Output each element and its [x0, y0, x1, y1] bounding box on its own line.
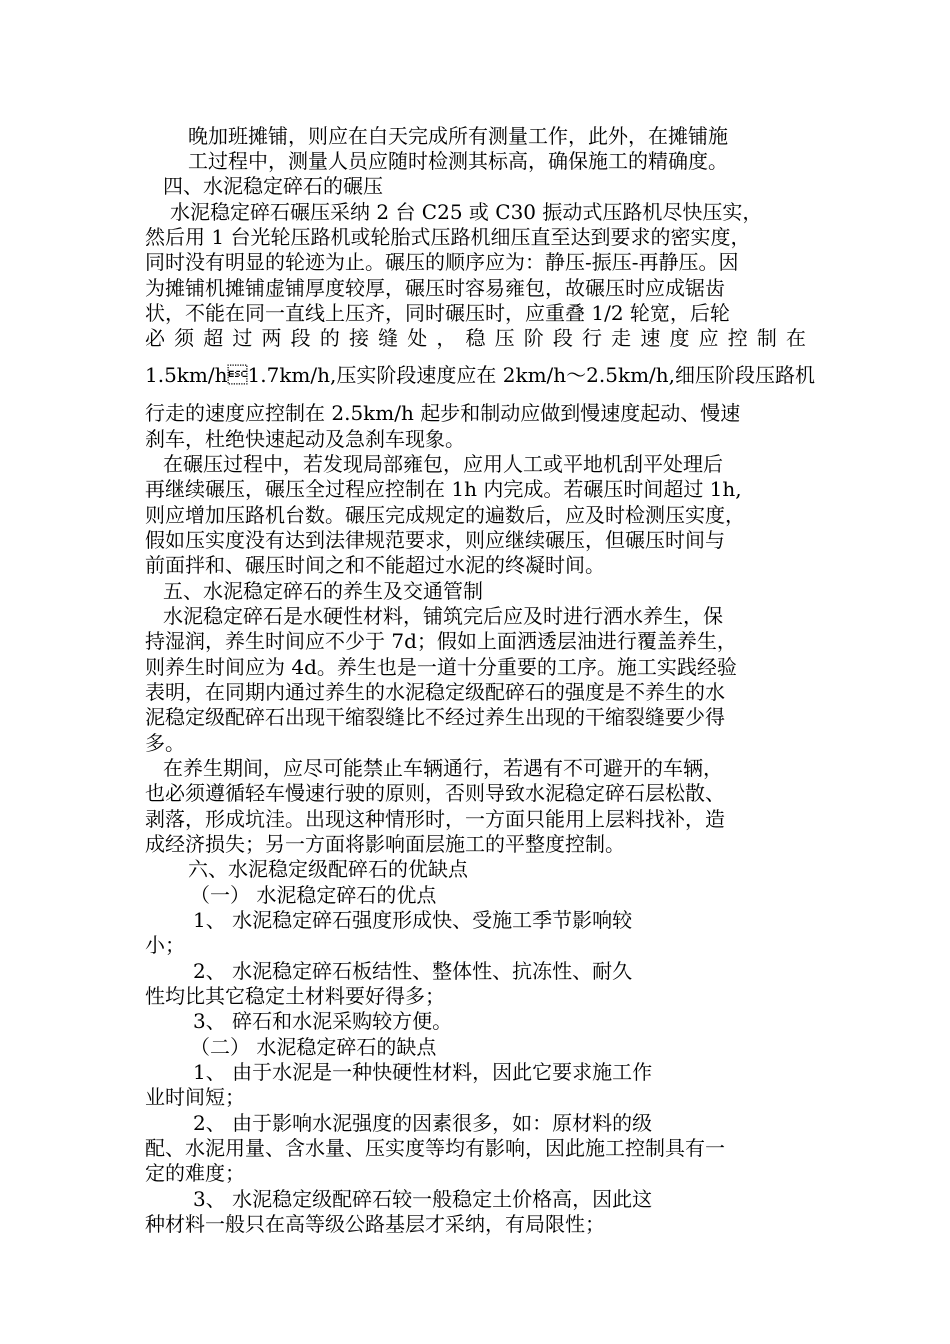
text-line: 假如压实度没有达到法律规范要求，则应继续碾压，但碾压时间与: [145, 528, 725, 552]
subsection-heading: （一） 水泥稳定碎石的优点: [190, 883, 437, 907]
text-line: 工过程中，测量人员应随时检测其标高，确保施工的精确度。: [188, 149, 728, 173]
text-line: 行走的速度应控制在 2.5km/h 起步和制动应做到慢速度起动、慢速: [145, 401, 741, 425]
text-line: 也必须遵循轻车慢速行驶的原则，否则导致水泥稳定碎石层松散、: [145, 781, 725, 805]
text-line: 多。: [145, 731, 185, 755]
list-item: 2、 由于影响水泥强度的因素很多，如：原材料的级: [193, 1111, 653, 1135]
section-heading: 六、水泥稳定级配碎石的优缺点: [188, 857, 468, 881]
text-line: 持湿润，养生时间应不少于 7d；假如上面洒透层油进行覆盖养生，: [145, 629, 737, 653]
list-item: 1、 由于水泥是一种快硬性材料，因此它要求施工作: [193, 1060, 653, 1084]
text-line: 前面拌和、碾压时间之和不能超过水泥的终凝时间。: [145, 553, 605, 577]
text-line: 为摊铺机摊铺虚铺厚度较厚，碾压时容易雍包，故碾压时应成锯齿: [145, 276, 725, 300]
text-line: 成经济损失；另一方面将影响面层施工的平整度控制。: [145, 832, 625, 856]
list-item: 3、 水泥稳定级配碎石较一般稳定土价格高，因此这: [193, 1187, 653, 1211]
subsection-heading: （二） 水泥稳定碎石的缺点: [190, 1035, 437, 1059]
text-line: 剥落，形成坑洼。出现这种情形时，一方面只能用上层料找补，造: [145, 807, 725, 831]
text-line: 小；: [145, 933, 185, 957]
text-line: 业时间短；: [145, 1085, 245, 1109]
text-line: 在碾压过程中，若发现局部雍包，应用人工或平地机刮平处理后: [163, 452, 723, 476]
text-line: 定的难度；: [145, 1161, 245, 1185]
text-line: 同时没有明显的轮迹为止。碾压的顺序应为：静压-振压-再静压。因: [145, 250, 739, 274]
text-line: 1.5km/h1.7km/h,压实阶段速度应在 2km/h～2.5km/h,细压阶段压路机: [145, 363, 816, 387]
text-line: 性均比其它稳定土材料要好得多；: [145, 984, 445, 1008]
text-line: 然后用 1 台光轮压路机或轮胎式压路机细压直至达到要求的密实度，: [145, 225, 751, 249]
text-line: 必须超过两段的接缝处，稳压阶段行走速度应控制在: [145, 326, 806, 350]
text-line: 再继续碾压，碾压全过程应控制在 1h 内完成。若碾压时间超过 1h,: [145, 477, 742, 501]
text-line: 状，不能在同一直线上压齐，同时碾压时，应重叠 1/2 轮宽，后轮: [145, 301, 730, 325]
list-item: 1、 水泥稳定碎石强度形成快、受施工季节影响较: [193, 908, 633, 932]
list-item: 3、 碎石和水泥采购较方便。: [193, 1009, 453, 1033]
section-heading: 五、水泥稳定碎石的养生及交通管制: [163, 579, 483, 603]
text-line: 刹车，杜绝快速起动及急刹车现象。: [145, 427, 465, 451]
text-line: 水泥稳定碎石碾压采纳 2 台 C25 或 C30 振动式压路机尽快压实，: [170, 200, 763, 224]
text-line: 种材料一般只在高等级公路基层才采纳，有局限性；: [145, 1212, 605, 1236]
list-item: 2、 水泥稳定碎石板结性、整体性、抗冻性、耐久: [193, 959, 633, 983]
text-line: 配、水泥用量、含水量、压实度等均有影响，因此施工控制具有一: [145, 1136, 725, 1160]
text-line: 水泥稳定碎石是水硬性材料，铺筑完后应及时进行洒水养生，保: [163, 604, 723, 628]
text-line: 在养生期间，应尽可能禁止车辆通行，若遇有不可避开的车辆，: [163, 756, 723, 780]
text-line: 则养生时间应为 4d。养生也是一道十分重要的工序。施工实践经验: [145, 655, 737, 679]
section-heading: 四、水泥稳定碎石的碾压: [163, 174, 383, 198]
text-line: 泥稳定级配碎石出现干缩裂缝比不经过养生出现的干缩裂缝要少得: [145, 705, 725, 729]
text-line: 晚加班摊铺，则应在白天完成所有测量工作，此外，在摊铺施: [188, 124, 728, 148]
text-line: 则应增加压路机台数。碾压完成规定的遍数后，应及时检测压实度，: [145, 503, 745, 527]
text-line: 表明，在同期内通过养生的水泥稳定级配碎石的强度是不养生的水: [145, 680, 725, 704]
